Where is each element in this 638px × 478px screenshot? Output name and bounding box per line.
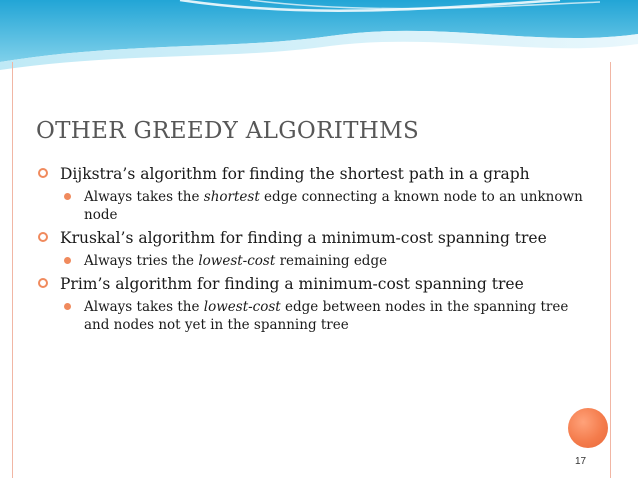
- bullet-item-prim: [36, 274, 596, 294]
- sub-bullet-item: [36, 188, 596, 224]
- page-number: 17: [575, 456, 587, 467]
- sub-text-after: edge between nodes in the spanning tree and nodes not yet in the spanning tree: [84, 299, 569, 333]
- bullet-text: Dijkstra’s algorithm for finding the shortest path in a graph: [60, 165, 530, 183]
- ring-bullet-icon: [38, 232, 48, 242]
- sub-text-after: edge connecting a known node to an unknown node: [84, 189, 583, 223]
- sub-text-after: remaining edge: [275, 253, 388, 269]
- dot-bullet-icon: [64, 257, 71, 264]
- bullet-text: Kruskal’s algorithm for finding a minimum-cost spanning tree: [60, 229, 547, 247]
- ring-bullet-icon: [38, 278, 48, 288]
- sub-text-before: Always takes the: [84, 189, 204, 205]
- left-border-line: [12, 62, 13, 478]
- right-border-line: [610, 62, 611, 478]
- sub-text-before: Always tries the: [84, 253, 199, 269]
- slide-content: [36, 164, 596, 338]
- sub-bullet-item: [36, 252, 596, 270]
- orange-circle-decoration: [568, 408, 608, 448]
- ring-bullet-icon: [38, 168, 48, 178]
- sub-text-emphasis: shortest: [203, 189, 260, 205]
- sub-bullet-item: [36, 298, 596, 334]
- bullet-text: Prim’s algorithm for finding a minimum-cost spanning tree: [60, 275, 524, 293]
- dot-bullet-icon: [64, 303, 71, 310]
- header-wave-decoration: [0, 0, 638, 70]
- sub-text-before: Always takes the: [84, 299, 204, 315]
- sub-text-emphasis: lowest-cost: [203, 299, 281, 315]
- sub-text-emphasis: lowest-cost: [198, 253, 276, 269]
- dot-bullet-icon: [64, 193, 71, 200]
- bullet-item-kruskal: [36, 228, 596, 248]
- slide-title: OTHER GREEDY ALGORITHMS: [36, 118, 419, 144]
- bullet-item-dijkstra: [36, 164, 596, 184]
